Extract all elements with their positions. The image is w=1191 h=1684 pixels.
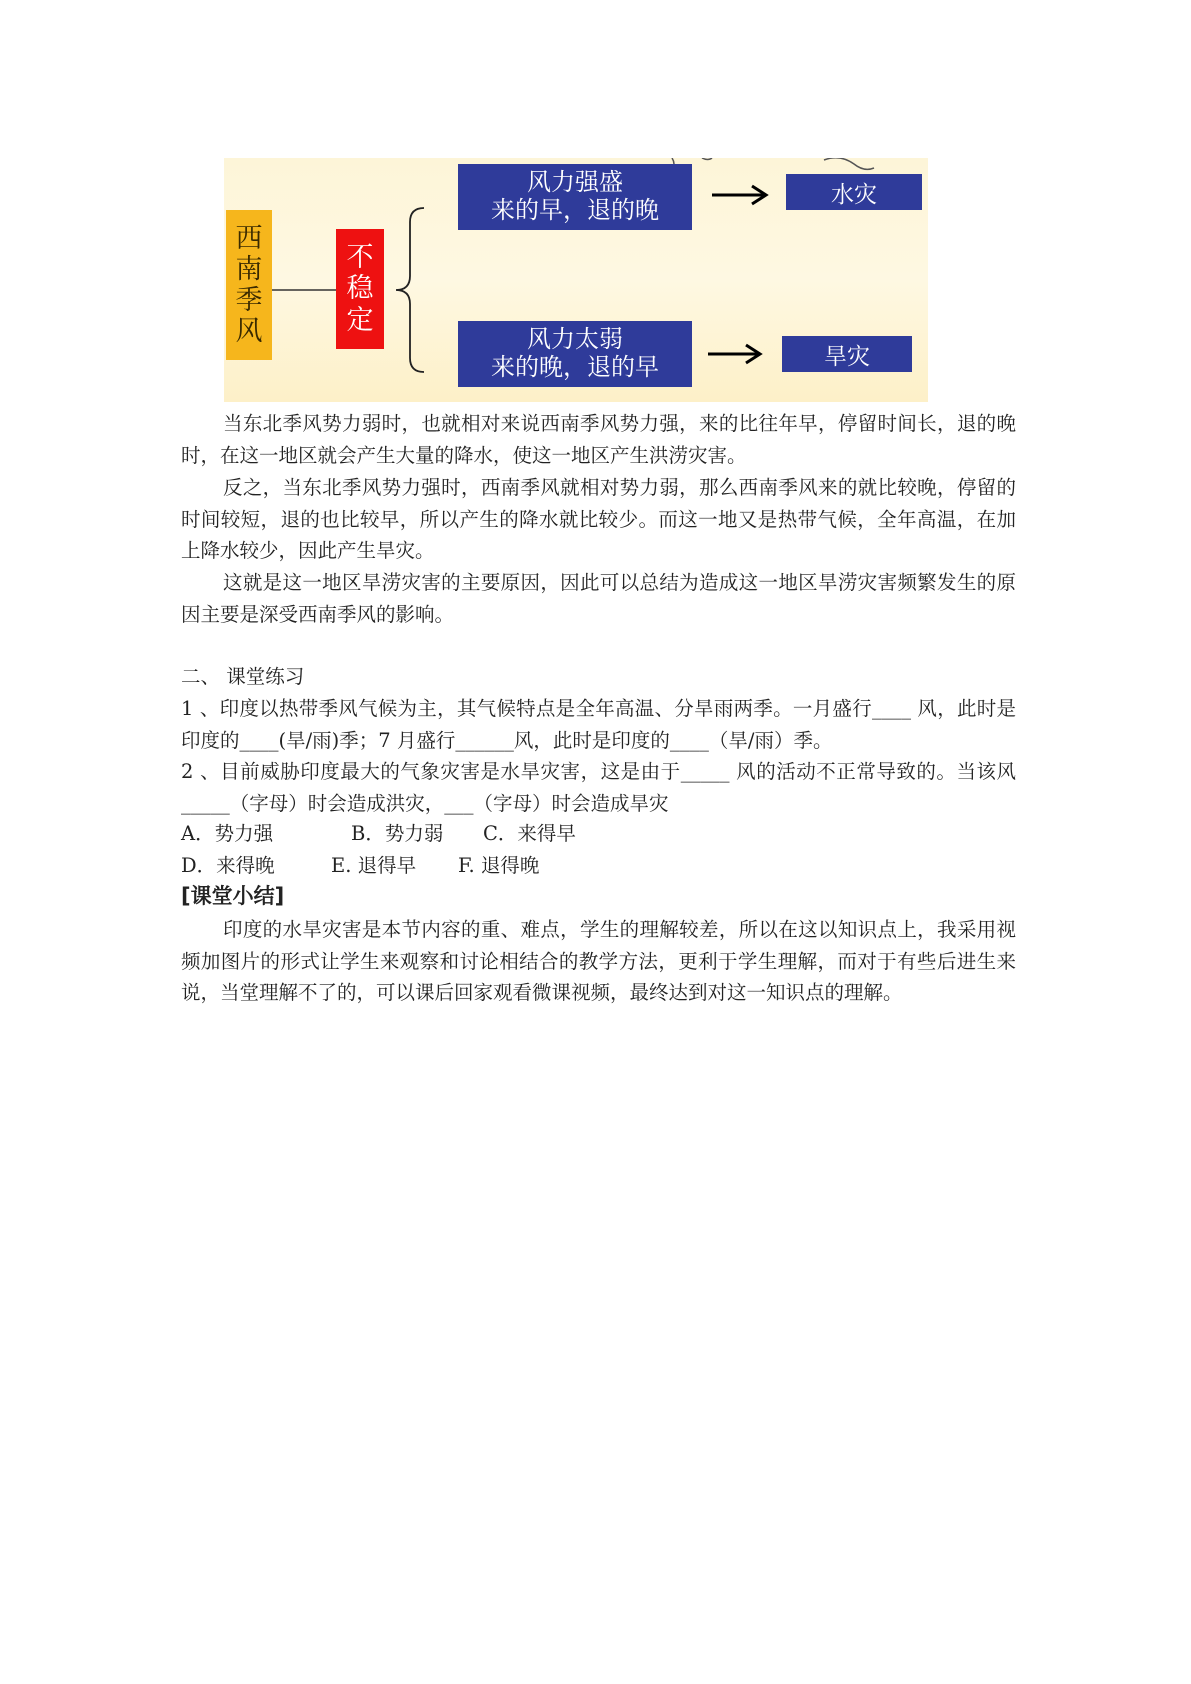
summary-body: 印度的水旱灾害是本节内容的重、难点，学生的理解较差，所以在这以知识点上，我采用视频加图片的形式让学生来观察和讨论相结合的教学方法，更利于学生理解，而对于有些后进生来说，当堂理解不了的，可以课后回家观看微课视频，最终达到对这一知识点的理解。	[181, 918, 1016, 1004]
option-b: B．势力弱	[351, 822, 444, 845]
sw-char: 季	[235, 285, 263, 316]
option-d: D．来得晚	[181, 854, 275, 877]
paragraph-1: 当东北季风势力弱时，也就相对来说西南季风势力强，来的比往年早，停留时间长，退的晚时，在这一地区就会产生大量的降水，使这一地区产生洪涝灾害。	[181, 412, 1016, 467]
question-1: 1 、印度以热带季风气候为主，其气候特点是全年高温、分旱雨两季。一月盛行____ 风，此时是印度的____(旱/雨)季；7 月盛行______风，此时是印度的____（旱/雨）季。	[181, 697, 1016, 752]
unstable-char: 定	[346, 304, 374, 336]
paragraph-2: 反之，当东北季风势力强时，西南季风就相对势力弱，那么西南季风来的就比较晚，停留的时间较短，退的也比较早，所以产生的降水就比较少。而这一地又是热带气候，全年高温，在加上降水较少，因此产生旱灾。	[181, 476, 1016, 562]
option-c: C．来得早	[483, 822, 576, 845]
option-a: A．势力强	[181, 822, 274, 845]
unstable-box	[336, 229, 384, 349]
brace-icon	[396, 208, 424, 372]
decoration-icon	[702, 158, 712, 160]
strong-line2: 来的早，退的晚	[491, 196, 659, 224]
sw-char: 风	[235, 316, 263, 348]
strong-wind-box	[458, 164, 692, 230]
weak-line2: 来的晚，退的早	[491, 353, 659, 381]
option-e: E. 退得早	[331, 854, 417, 877]
unstable-char: 稳	[346, 273, 374, 305]
drought-box: 旱灾	[782, 336, 912, 372]
question-2: 2 、目前威胁印度最大的气象灾害是水旱灾害，这是由于_____ 风的活动不正常导致的。当该风_____（字母）时会造成洪灾，___（字母）时会造成旱灾	[181, 760, 1016, 815]
flood-box: 水灾	[786, 174, 922, 210]
sw-char: 西	[235, 222, 263, 254]
weak-wind-box	[458, 321, 692, 387]
paragraph-3: 这就是这一地区旱涝灾害的主要原因，因此可以总结为造成这一地区旱涝灾害频繁发生的原因主要是深受西南季风的影响。	[181, 571, 1016, 626]
monsoon-diagram	[224, 158, 928, 402]
sw-char: 南	[235, 253, 263, 285]
exercise-title: 二、 课堂练习	[181, 665, 305, 688]
option-f: F. 退得晚	[458, 854, 540, 877]
strong-line1: 风力强盛	[527, 168, 623, 197]
summary-heading: [课堂小结]	[181, 884, 285, 908]
southwest-monsoon-box	[226, 210, 272, 360]
weak-line1: 风力太弱	[527, 325, 623, 354]
unstable-char: 不	[346, 242, 374, 274]
decoration-icon	[824, 158, 874, 169]
